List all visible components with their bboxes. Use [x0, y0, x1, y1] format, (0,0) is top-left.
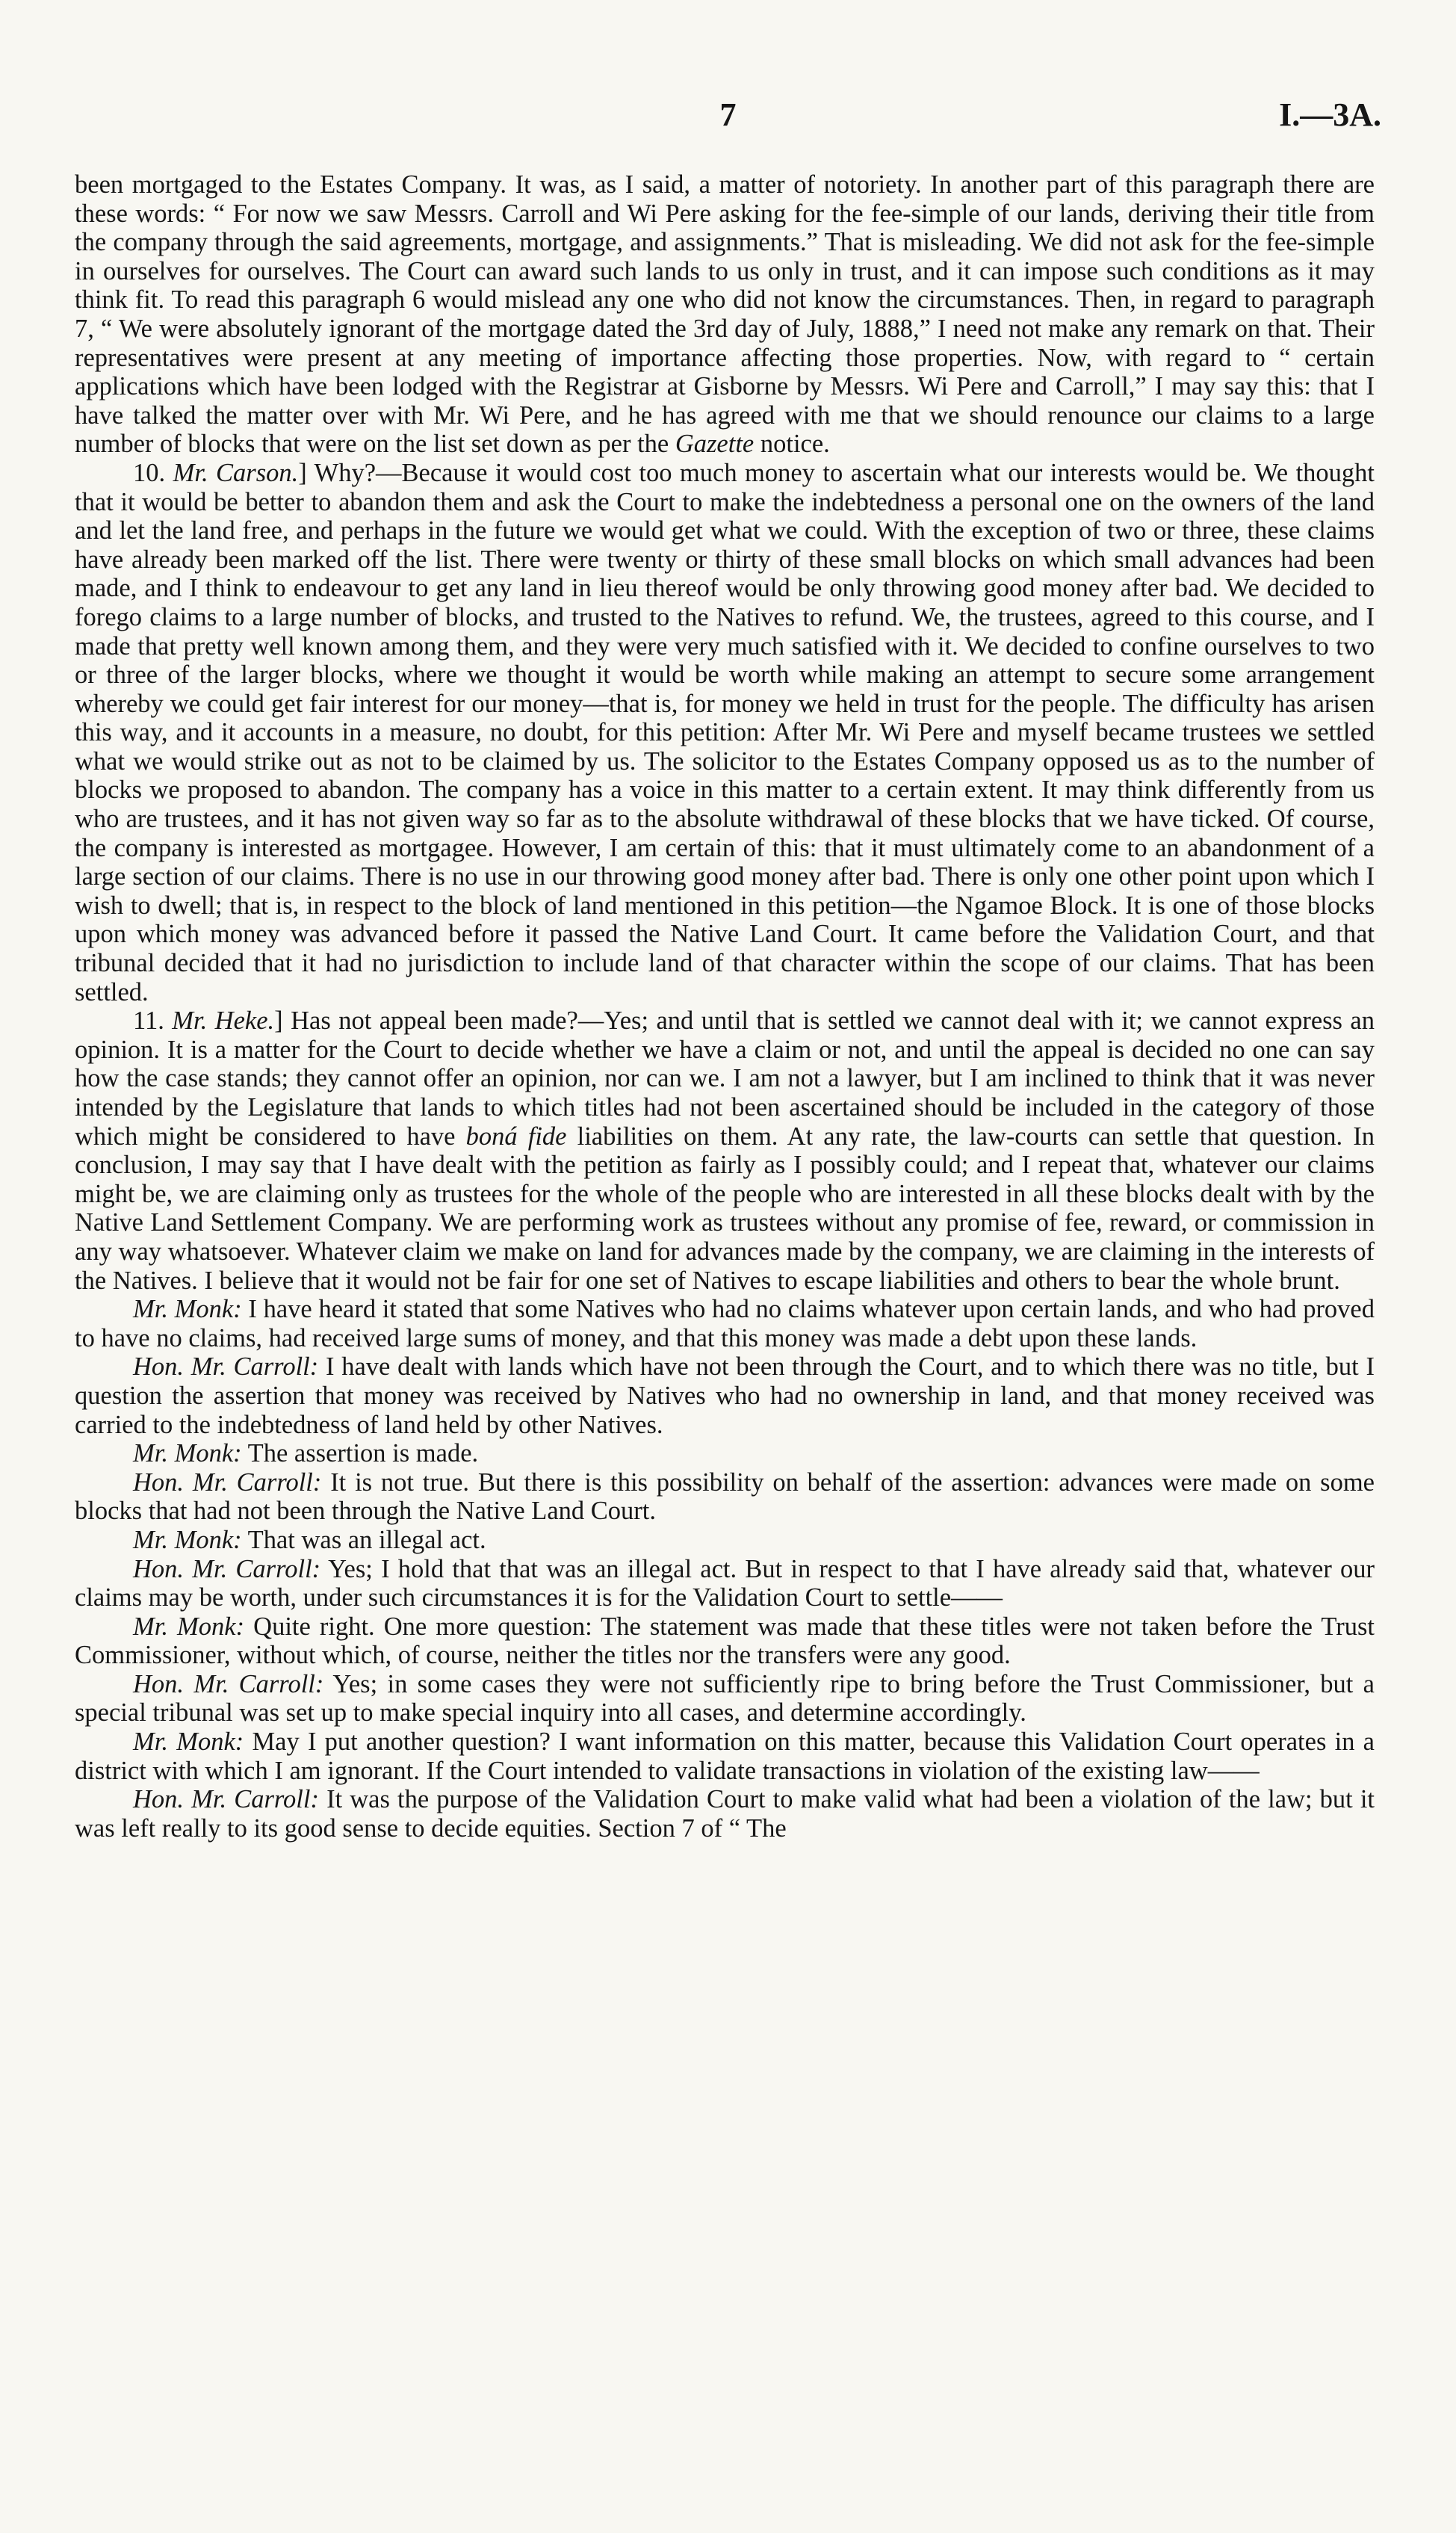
- dialogue-paragraph: Hon. Mr. Carroll: Yes; in some cases they were not sufficiently ripe to bring before the Trust Commissioner, but a special tribunal was set up to make special inquiry into all cases, and determine accordingly.: [75, 1669, 1375, 1728]
- speaker-name: Hon. Mr. Carroll:: [133, 1669, 324, 1698]
- paragraph-q11: 11. Mr. Heke.] Has not appeal been made?—Yes; and until that is settled we cannot deal with it; we cannot express an opinion. It is a matter for the Court to decide whether we have a claim or not, and until the appeal is decided no one can say how the case stands; they cannot offer an opinion, nor can we. I am not a lawyer, but I am inclined to think that it was never intended by the Legislature that lands to which titles had not been ascertained should be included in the category of those which might be considered to have boná fide liabilities on them. At any rate, the law-courts can settle that question. In conclusion, I may say that I have dealt with the petition as fairly as I possibly could; and I repeat that, whatever our claims might be, we are claiming only as trustees for the whole of the people who are interested in all these blocks dealt with by the Native Land Settlement Company. We are performing work as trustees without any promise of fee, reward, or commission in any way whatsoever. Whatever claim we make on land for advances made by the company, we are claiming in the interests of the Natives. I believe that it would not be fair for one set of Natives to escape liabilities and others to bear the whole brunt.: [75, 1006, 1375, 1295]
- speaker-name: Mr. Monk:: [133, 1295, 242, 1324]
- dialogue-paragraph: Mr. Monk: I have heard it stated that some Natives who had no claims whatever upon certain lands, and who had proved to have no claims, had received large sums of money, and that this money was made a debt upon these lands.: [75, 1295, 1375, 1352]
- speaker-name: Mr. Monk:: [133, 1612, 245, 1641]
- speaker-name: Hon. Mr. Carroll:: [133, 1467, 322, 1497]
- speaker-name: Hon. Mr. Carroll:: [133, 1554, 321, 1583]
- document-body: [75, 170, 1375, 1843]
- dialogue-paragraph: Hon. Mr. Carroll: It is not true. But there is this possibility on behalf of the assertion: advances were made on some blocks that had not been through the Native Land Court.: [75, 1467, 1375, 1526]
- speaker-name: Mr. Monk:: [133, 1439, 242, 1468]
- speaker-name: Mr. Monk:: [133, 1728, 244, 1757]
- speaker-name: Mr. Heke.: [172, 1006, 275, 1036]
- dialogue-paragraph: Mr. Monk: May I put another question? I want information on this matter, because this Validation Court operates in a district with which I am ignorant. If the Court intended to validate transactions in violation of the existing law——: [75, 1728, 1375, 1785]
- dialogue-paragraph: Mr. Monk: That was an illegal act.: [133, 1525, 486, 1554]
- speaker-name: Hon. Mr. Carroll:: [133, 1785, 319, 1814]
- dialogue-paragraph: Hon. Mr. Carroll: Yes; I hold that that was an illegal act. But in respect to that I have already said that, whatever our claims may be worth, under such circumstances it is for the Validation Court to settle——: [75, 1554, 1375, 1612]
- dialogue-paragraph: Hon. Mr. Carroll: It was the purpose of the Validation Court to make valid what had been a violation of the law; but it was left really to its good sense to decide equities. Section 7 of “ The: [75, 1785, 1375, 1843]
- page-number: 7: [719, 96, 737, 133]
- sheet-reference: I.—3A.: [1279, 96, 1381, 133]
- dialogue-paragraph: Mr. Monk: Quite right. One more question: The statement was made that these titles were not taken before the Trust Commissioner, without which, of course, neither the titles nor the transfers were any good.: [75, 1612, 1375, 1670]
- speaker-name: Hon. Mr. Carroll:: [133, 1352, 319, 1382]
- dialogue-paragraph: Hon. Mr. Carroll: I have dealt with lands which have not been through the Court, and to which there was no title, but I question the assertion that money was received by Natives who had no ownership in land, and that money received was carried to the indebtedness of land held by other Natives.: [75, 1352, 1375, 1439]
- speaker-name: Mr. Carson.: [173, 458, 299, 487]
- page-header: [75, 96, 1381, 148]
- paragraph-q10: 10. Mr. Carson.] Why?—Because it would cost too much money to ascertain what our interests would be. We thought that it would be better to abandon them and ask the Court to make the indebtedness a personal one on the owners of the land and let the land free, and perhaps in the future we would get what we could. With the exception of two or three, these claims have already been marked off the list. There were twenty or thirty of these small blocks on which small advances had been made, and I think to endeavour to get any land in lieu thereof would be only throwing good money after bad. We decided to forego claims to a large number of blocks, and trusted to the Natives to refund. We, the trustees, agreed to this course, and I made that pretty well known among them, and they were very much satisfied with it. We decided to confine ourselves to two or three of the larger blocks, where we thought it would be worth while making an attempt to secure some arrangement whereby we could get fair interest for our money—that is, for money we held in trust for the people. The difficulty has arisen this way, and it accounts in a measure, no doubt, for this petition: After Mr. Wi Pere and myself became trustees we settled what we would strike out as not to be claimed by us. The solicitor to the Estates Company opposed us as to the number of blocks we proposed to abandon. The company has a voice in this matter to a certain extent. It may think differently from us who are trustees, and it has not given way so far as to the absolute withdrawal of these blocks that we have ticked. Of course, the company is interested as mortgagee. However, I am certain of this: that it must ultimately come to an abandonment of a large section of our claims. There is no use in our throwing good money after bad. There is only one other point upon which I wish to dwell; that is, in respect to the block of land mentioned in this petition—the Ngamoe Block. It is one of those blocks upon which money was advanced before it passed the Native Land Court. It came before the Validation Court, and that tribunal decided that it had no jurisdiction to include land of that character within the scope of our claims. That has been settled.: [75, 458, 1375, 1006]
- paragraph-continuation: been mortgaged to the Estates Company. It was, as I said, a matter of notoriety. In another part of this paragraph there are these words: “ For now we saw Messrs. Carroll and Wi Pere asking for the fee-simple of our lands, deriving their title from the company through the said agreements, mortgage, and assignments.” That is misleading. We did not ask for the fee-simple in ourselves for ourselves. The Court can award such lands to us only in trust, and it can impose such conditions as it may think fit. To read this paragraph 6 would mislead any one who did not know the circumstances. Then, in regard to paragraph 7, “ We were absolutely ignorant of the mortgage dated the 3rd day of July, 1888,” I need not make any remark on that. Their representatives were present at any meeting of importance affecting those properties. Now, with regard to “ certain applications which have been lodged with the Registrar at Gisborne by Messrs. Wi Pere and Carroll,” I may say this: that I have talked the matter over with Mr. Wi Pere, and he has agreed with me that we should renounce our claims to a large number of blocks that were on the list set down as per the Gazette notice.: [75, 170, 1375, 459]
- speaker-name: Mr. Monk:: [133, 1525, 242, 1554]
- dialogue-paragraph: Mr. Monk: The assertion is made.: [133, 1439, 479, 1468]
